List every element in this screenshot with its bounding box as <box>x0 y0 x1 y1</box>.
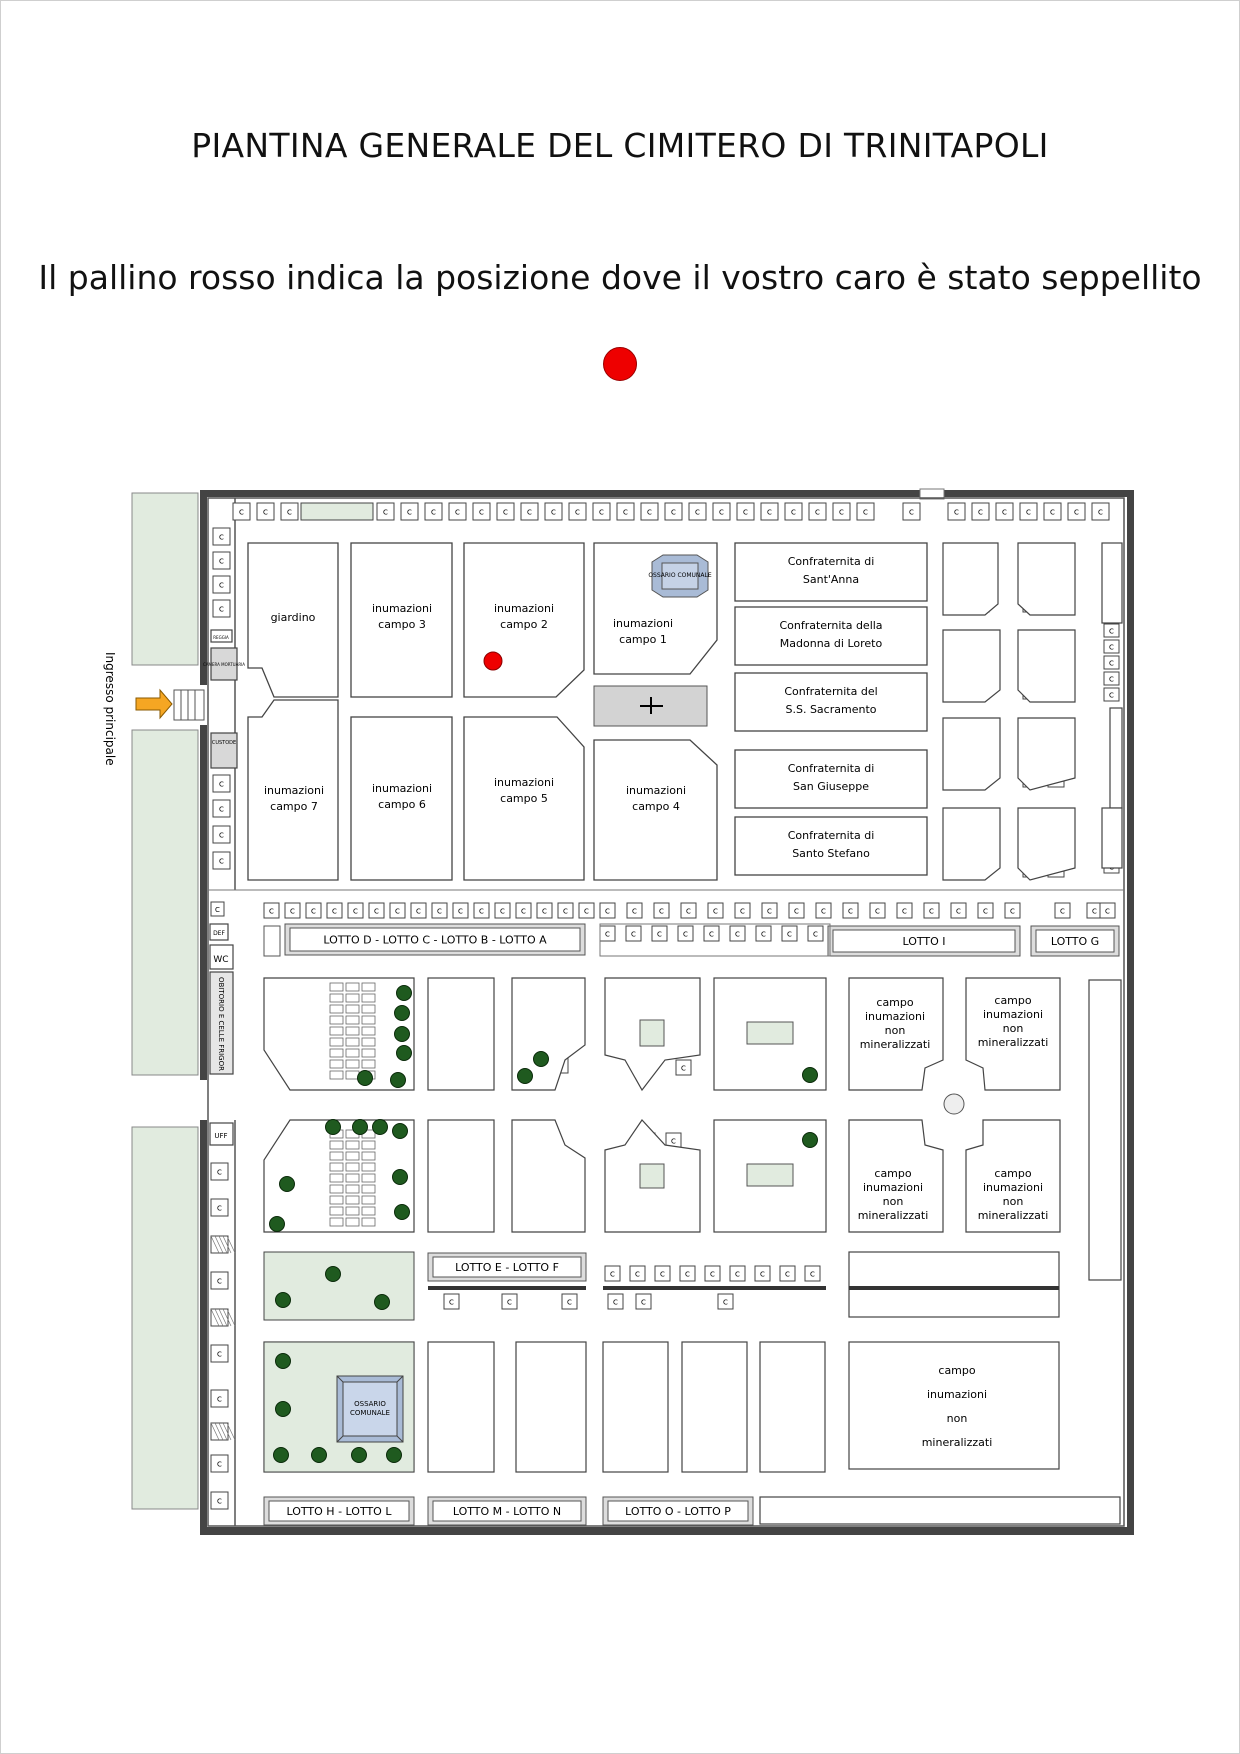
tomb-cell-label: C <box>1074 508 1079 517</box>
tomb-cell-label: C <box>1010 907 1015 916</box>
tomb-cell-label: C <box>219 605 224 614</box>
tomb-cell-label: C <box>909 508 914 517</box>
tomb-cell-label: C <box>740 907 745 916</box>
page-title: PIANTINA GENERALE DEL CIMITERO DI TRINITAPOLI <box>191 126 1049 165</box>
tomb-cell-label: C <box>437 907 442 916</box>
tomb-cell-label: C <box>219 805 224 814</box>
tree-icon <box>397 986 412 1001</box>
tomb-cell-label: C <box>332 907 337 916</box>
tomb-cell-label: C <box>1105 907 1110 916</box>
tomb-cell-label: C <box>794 907 799 916</box>
tomb-cell-label: C <box>660 1270 665 1279</box>
tomb-cell-label: C <box>1109 627 1114 636</box>
tree-icon <box>270 1217 285 1232</box>
field-campo5-label: inumazioni campo 5 <box>493 776 555 805</box>
tomb-cell-label: C <box>735 1270 740 1279</box>
tomb-cell-label: C <box>1109 675 1114 684</box>
tree-icon <box>312 1448 327 1463</box>
tree-icon <box>395 1027 410 1042</box>
tomb-cell-label: C <box>709 930 714 939</box>
tomb-cell-label: C <box>217 1168 222 1177</box>
tree-icon <box>274 1448 289 1463</box>
tomb-cell-label: C <box>760 1270 765 1279</box>
confraternita-label: Confraternita di San Giuseppe <box>787 762 875 793</box>
tomb-cell-label: C <box>383 508 388 517</box>
tomb-cell-label: C <box>815 508 820 517</box>
tomb-cell-label: C <box>416 907 421 916</box>
tomb-cell-label: C <box>631 930 636 939</box>
green-strip-middle <box>132 730 198 1075</box>
field-giardino-label: giardino <box>270 611 316 624</box>
tomb-cell-label: C <box>671 508 676 517</box>
ossario-bottom <box>337 1376 403 1442</box>
tree-icon <box>326 1267 341 1282</box>
tomb-cell-label: C <box>863 508 868 517</box>
tomb-cell-label: C <box>500 907 505 916</box>
tomb-cell-label: C <box>1060 907 1065 916</box>
confraternita-label: Confraternita del S.S. Sacramento <box>784 685 878 716</box>
tomb-cell-label: C <box>551 508 556 517</box>
tomb-cell-label: C <box>217 1350 222 1359</box>
confraternita-label: Confraternita di Sant'Anna <box>787 555 875 586</box>
tree-icon <box>397 1046 412 1061</box>
tomb-cell-label: C <box>810 1270 815 1279</box>
building-custode <box>211 733 237 768</box>
ossario-bottom-label: OSSARIO COMUNALE <box>350 1400 390 1417</box>
tomb-cell-label: C <box>743 508 748 517</box>
tomb-cell-label: C <box>563 907 568 916</box>
non-mineral-label: campo inumazioni non mineralizzati <box>921 1364 993 1449</box>
tree-icon <box>393 1124 408 1139</box>
tomb-cell-label: C <box>685 1270 690 1279</box>
tomb-cell-label: C <box>785 1270 790 1279</box>
tomb-cell-label: C <box>527 508 532 517</box>
confraternite-blocks <box>735 543 927 875</box>
non-mineral-label: campo inumazioni non mineralizzati <box>977 994 1049 1049</box>
lotto-label: LOTTO M - LOTTO N <box>452 1505 562 1518</box>
tomb-cell-label: C <box>954 508 959 517</box>
tree-icon <box>352 1448 367 1463</box>
tomb-cell-label: C <box>239 508 244 517</box>
tomb-cell-label: C <box>575 508 580 517</box>
field-campo1-label: inumazioni campo 1 <box>612 617 674 646</box>
tomb-cell-label: C <box>635 1270 640 1279</box>
tree-icon <box>276 1354 291 1369</box>
tomb-cell-label: C <box>657 930 662 939</box>
green-strip-top <box>132 493 198 665</box>
tomb-cell-label: C <box>542 907 547 916</box>
tomb-cell-label: C <box>710 1270 715 1279</box>
tomb-cell-label: C <box>813 930 818 939</box>
legend-caption: Il pallino rosso indica la posizione dove il vostro caro è stato seppellito <box>38 258 1202 297</box>
building-obitorio-label: OBITORIO E CELLE FRIGOR <box>217 977 225 1071</box>
lotto-label: LOTTO E - LOTTO F <box>455 1261 559 1274</box>
tomb-cell-label: C <box>875 907 880 916</box>
tomb-cell-label: C <box>723 1298 728 1307</box>
ossario-top-label: OSSARIO COMUNALE <box>648 572 712 579</box>
lotto-label: LOTTO G <box>1050 935 1100 948</box>
tomb-cell-label: C <box>623 508 628 517</box>
tomb-cell-label: C <box>217 1460 222 1469</box>
tree-icon <box>375 1295 390 1310</box>
tomb-cell-label: C <box>269 907 274 916</box>
burial-position-marker <box>484 652 502 670</box>
tomb-cell-label: C <box>1026 508 1031 517</box>
tomb-cell-label: C <box>479 907 484 916</box>
tree-icon <box>358 1071 373 1086</box>
tomb-cell-label: C <box>407 508 412 517</box>
building-custode-label: CUSTODE <box>211 740 237 746</box>
tomb-cell-label: C <box>1098 508 1103 517</box>
tomb-cell-label: C <box>311 907 316 916</box>
tree-icon <box>373 1120 388 1135</box>
non-mineral-label: campo inumazioni non mineralizzati <box>859 996 931 1051</box>
tomb-cell-label: C <box>479 508 484 517</box>
grave-grids <box>330 983 375 1226</box>
tomb-cell-label: C <box>458 907 463 916</box>
tomb-cell-label: C <box>374 907 379 916</box>
right-tomb-blocks-upper <box>943 543 1122 880</box>
tomb-cell-label: C <box>767 907 772 916</box>
garden-middle <box>264 1252 414 1320</box>
tomb-cell-label: C <box>217 1277 222 1286</box>
tomb-cell-label: C <box>215 906 220 914</box>
lotto-label: LOTTO O - LOTTO P <box>625 1505 731 1518</box>
tomb-cell-label: C <box>290 907 295 916</box>
hatched-tombs <box>211 1236 235 1440</box>
tomb-cell-label: C <box>686 907 691 916</box>
tomb-cell-label: C <box>1109 691 1114 700</box>
tomb-cell-label: C <box>929 907 934 916</box>
tomb-cell-label: C <box>219 831 224 840</box>
tomb-cell-label: C <box>219 780 224 789</box>
lotto-label: LOTTO I <box>902 935 946 948</box>
tomb-cell-label: C <box>713 907 718 916</box>
tomb-cell-label: C <box>503 508 508 517</box>
building-reggia-label: REGGIA <box>213 635 229 640</box>
field-campo6-label: inumazioni campo 6 <box>371 782 433 811</box>
confraternita-label: Confraternita di Santo Stefano <box>787 829 875 860</box>
tomb-cell-label: C <box>1109 643 1114 652</box>
tomb-cell-label: C <box>659 907 664 916</box>
field-campo2-label: inumazioni campo 2 <box>493 602 555 631</box>
tomb-cell-label: C <box>791 508 796 517</box>
building-def-label: DEF <box>213 930 225 937</box>
tomb-cell-label: C <box>613 1298 618 1307</box>
tomb-cell-label: C <box>219 581 224 590</box>
tomb-cell-label: C <box>735 930 740 939</box>
tomb-cell-label: C <box>584 907 589 916</box>
tomb-cell-label: C <box>1092 907 1097 916</box>
tomb-cell-label: C <box>219 857 224 866</box>
tomb-cell-label: C <box>978 508 983 517</box>
lotto-label: LOTTO H - LOTTO L <box>286 1505 392 1518</box>
lotto-label: LOTTO D - LOTTO C - LOTTO B - LOTTO A <box>323 933 547 947</box>
tomb-cell-label: C <box>671 1137 676 1146</box>
tomb-cell-label: C <box>848 907 853 916</box>
tomb-cell-label: C <box>219 557 224 566</box>
tomb-cell-label: C <box>219 533 224 542</box>
tree-icon <box>395 1205 410 1220</box>
building-uff-label: UFF <box>214 1132 228 1140</box>
tomb-cell-label: C <box>1109 659 1114 668</box>
fountain-icon <box>944 1094 964 1114</box>
tomb-cell-label: C <box>902 907 907 916</box>
tomb-cell-label: C <box>683 930 688 939</box>
tomb-cell-label: C <box>647 508 652 517</box>
building-wc-label: WC <box>213 955 229 965</box>
confraternita-block <box>735 750 927 808</box>
tree-icon <box>395 1006 410 1021</box>
tomb-cell-label: C <box>821 907 826 916</box>
tomb-cell-label: C <box>681 1064 686 1073</box>
tree-icon <box>276 1402 291 1417</box>
confraternita-block <box>735 817 927 875</box>
tomb-cell-label: C <box>217 1395 222 1404</box>
tomb-cell-label: C <box>507 1298 512 1307</box>
tomb-cell-label: C <box>787 930 792 939</box>
tomb-cell-label: C <box>1050 508 1055 517</box>
tree-icon <box>353 1120 368 1135</box>
tomb-cell-label: C <box>761 930 766 939</box>
tomb-cell-label: C <box>455 508 460 517</box>
tomb-cell-label: C <box>719 508 724 517</box>
tomb-cell-label: C <box>1002 508 1007 517</box>
tomb-cell-label: C <box>641 1298 646 1307</box>
tree-icon <box>326 1120 341 1135</box>
tomb-cell-label: C <box>431 508 436 517</box>
tomb-cell-label: C <box>632 907 637 916</box>
tomb-cell-label: C <box>449 1298 454 1307</box>
tree-icon <box>393 1170 408 1185</box>
tomb-cell-label: C <box>839 508 844 517</box>
tomb-cell-label: C <box>610 1270 615 1279</box>
confraternita-label: Confraternita della Madonna di Loreto <box>779 619 883 650</box>
tomb-cell-label: C <box>695 508 700 517</box>
confraternita-block <box>735 673 927 731</box>
tree-icon <box>803 1133 818 1148</box>
field-campo4-label: inumazioni campo 4 <box>625 784 687 813</box>
tomb-cell-label: C <box>605 930 610 939</box>
entrance-label: Ingresso principale <box>103 652 117 766</box>
confraternita-block <box>735 607 927 665</box>
confraternita-block <box>735 543 927 601</box>
non-mineral-label: campo inumazioni non mineralizzati <box>857 1167 929 1222</box>
tree-icon <box>534 1052 549 1067</box>
tomb-cell-label: C <box>983 907 988 916</box>
tomb-cell-label: C <box>217 1204 222 1213</box>
tree-icon <box>391 1073 406 1088</box>
entrance-arrow-icon <box>136 690 172 718</box>
tomb-cell-label: C <box>395 907 400 916</box>
tomb-cell-label: C <box>521 907 526 916</box>
tree-icon <box>387 1448 402 1463</box>
ossario-top <box>648 555 712 597</box>
non-mineral-label: campo inumazioni non mineralizzati <box>977 1167 1049 1222</box>
tomb-cell-label: C <box>956 907 961 916</box>
tree-icon <box>803 1068 818 1083</box>
field-campo7-label: inumazioni campo 7 <box>263 784 325 813</box>
tree-icon <box>280 1177 295 1192</box>
green-strip-bottom <box>132 1127 198 1509</box>
tree-icon <box>518 1069 533 1084</box>
tomb-cell-label: C <box>767 508 772 517</box>
tomb-cell-label: C <box>263 508 268 517</box>
building-camera-label: CAMERA MORTUARIA <box>202 662 246 667</box>
tree-icon <box>276 1293 291 1308</box>
tomb-cell-label: C <box>605 907 610 916</box>
field-campo3-label: inumazioni campo 3 <box>371 602 433 631</box>
tomb-cell-label: C <box>287 508 292 517</box>
tomb-cell-label: C <box>567 1298 572 1307</box>
tomb-cell-label: C <box>599 508 604 517</box>
tomb-cell-label: C <box>217 1497 222 1506</box>
tomb-cell-label: C <box>353 907 358 916</box>
